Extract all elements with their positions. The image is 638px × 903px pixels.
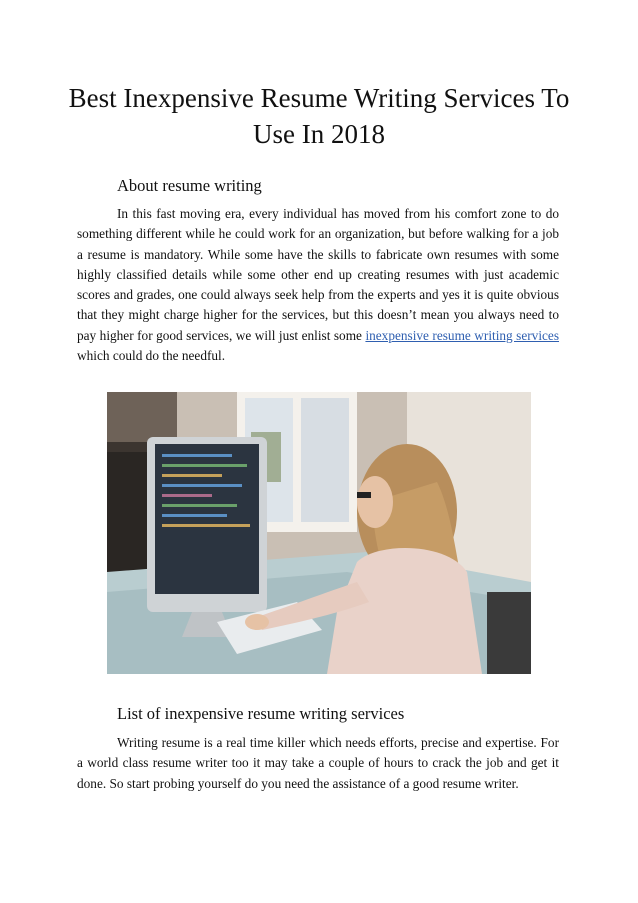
photo-illustration xyxy=(107,392,531,674)
paragraph-text-end: which could do the needful. xyxy=(77,348,226,364)
page-title: Best Inexpensive Resume Writing Services To Use In 2018 xyxy=(68,83,570,149)
section-paragraph-list: Writing resume is a real time killer which needs efforts, precise and expertise. For a world class resume writer too it may take a couple of hours to crack the job and get it done. So start probing yourself do you need the assistance of a good resume writer. xyxy=(77,735,559,791)
section-paragraph-about xyxy=(77,204,559,366)
paragraph-text: In this fast moving era, every individual has moved from his comfort zone to do something different while he could work for an organization, but before walking for a job a resume is mandatory. While some have the skills to fabricate own resumes with some highly classified details while some other end up creating resumes with just academic scores and grades, one could always seek help from the experts and yes it is quite obvious that they might charge higher for the services, but this doesn’t mean you always need to pay higher for good services, we will just enlist some xyxy=(77,206,559,343)
section-heading-about: About resume writing xyxy=(117,176,262,195)
woman-at-computer-photo xyxy=(107,392,531,674)
section-heading-list: List of inexpensive resume writing services xyxy=(117,704,405,723)
inexpensive-services-link[interactable]: inexpensive resume writing services xyxy=(365,327,560,343)
